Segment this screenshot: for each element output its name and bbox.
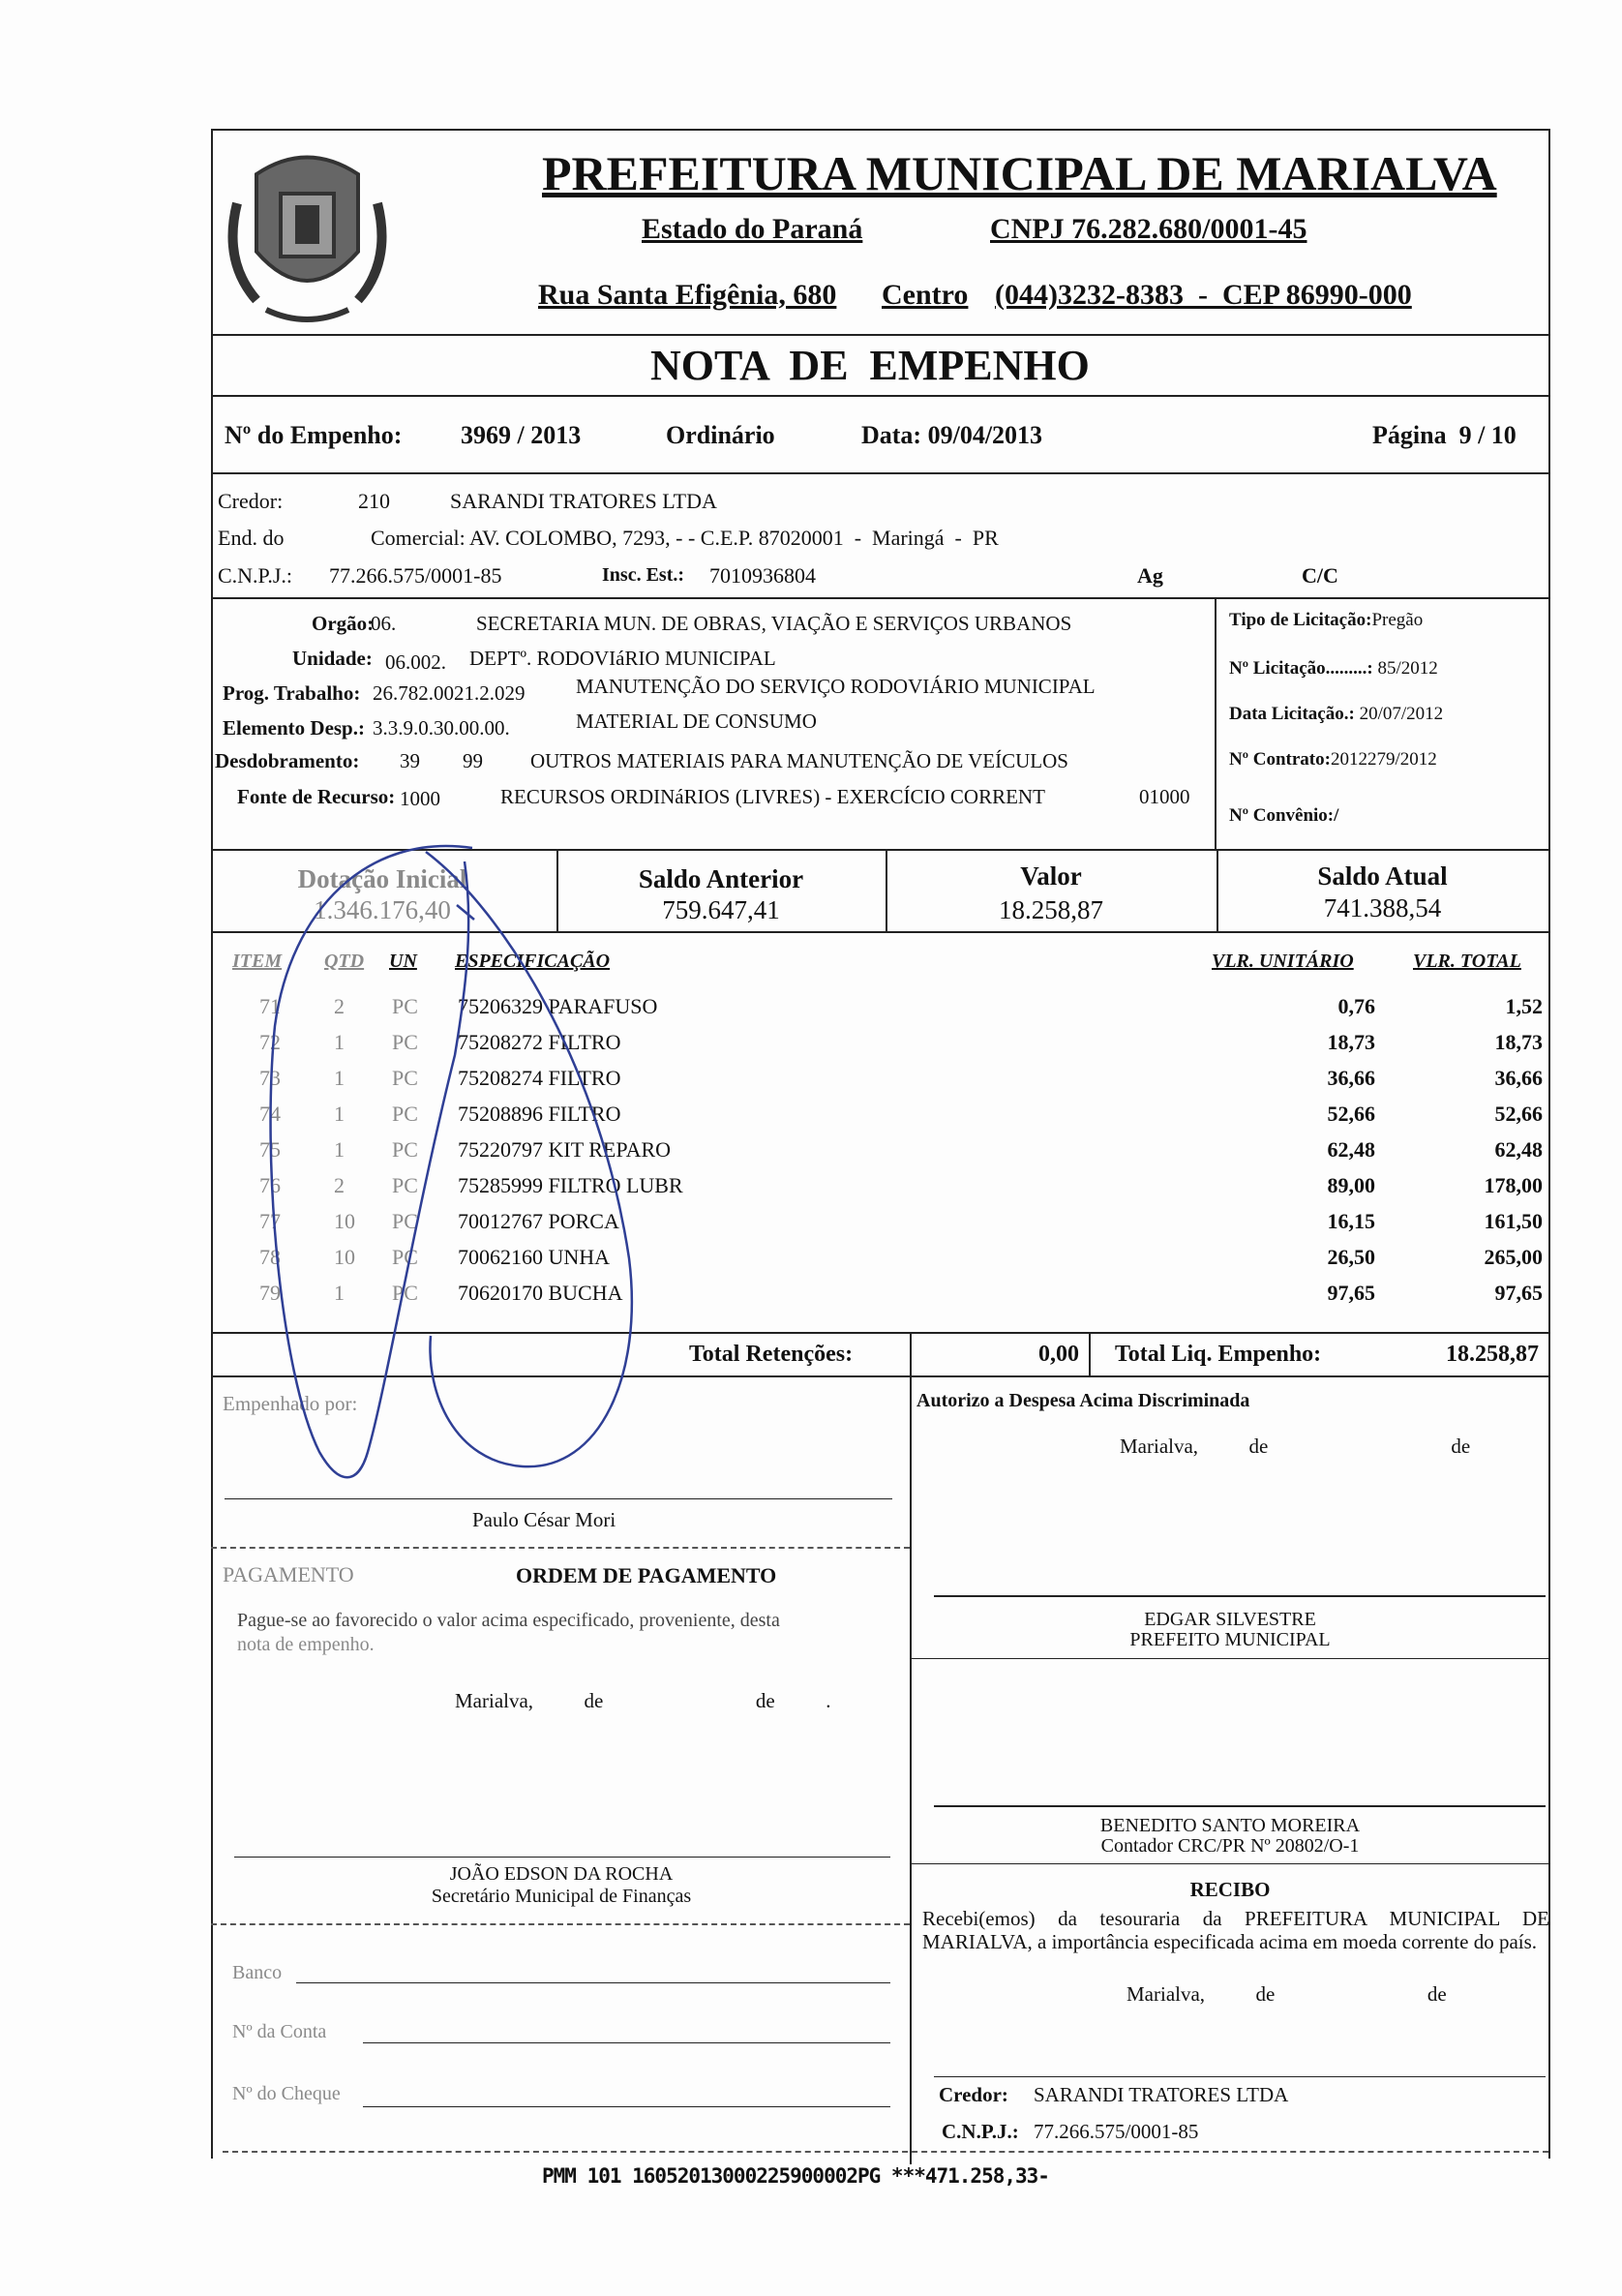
dotacao-inicial-value: 1.346.176,40 — [314, 895, 451, 924]
item-number: 79 — [259, 1281, 281, 1305]
item-unit: PC — [392, 1030, 418, 1054]
recibo-text: Recebi(emos) da tesouraria da PREFEITURA MUNICIPAL DE MARIALVA, a importância especificada acima em moeda corrente do país. — [922, 1907, 1549, 1953]
cheque-label: Nº do Cheque — [232, 2083, 341, 2104]
elemento-label: Elemento Desp.: — [223, 716, 365, 740]
orgao-name: SECRETARIA MUN. DE OBRAS, VIAÇÃO E SERVIÇOS URBANOS — [476, 612, 1072, 635]
item-description: 75208896 FILTRO — [458, 1102, 621, 1126]
credor-insc: 7010936804 — [709, 563, 816, 588]
item-number: 78 — [259, 1245, 281, 1269]
item-number: 73 — [259, 1066, 281, 1090]
credor-name: SARANDI TRATORES LTDA — [450, 489, 717, 513]
unidade-name: DEPTº. RODOVIáRIO MUNICIPAL — [469, 647, 776, 670]
autorizo-label: Autorizo a Despesa Acima Discriminada — [916, 1390, 1250, 1411]
col-header-qtd: QTD — [324, 951, 365, 972]
total-retencoes-label: Total Retenções: — [689, 1342, 854, 1367]
recibo-cnpj-value: 77.266.575/0001-85 — [1034, 2120, 1199, 2143]
item-description: 75220797 KIT REPARO — [458, 1137, 672, 1162]
elemento-code: 3.3.9.0.30.00.00. — [373, 716, 510, 740]
total-liquido-label: Total Liq. Empenho: — [1115, 1342, 1322, 1367]
item-total: 62,48 — [1494, 1137, 1543, 1162]
item-unit: PC — [392, 1281, 418, 1305]
item-qty: 2 — [334, 994, 345, 1018]
item-unit-price: 16,15 — [1327, 1209, 1375, 1233]
state-name: Estado do Paraná — [642, 213, 863, 245]
saldo-anterior-label: Saldo Anterior — [638, 864, 804, 893]
recibo-date-line: Marialva, de de — [1126, 1982, 1447, 2006]
item-total: 161,50 — [1484, 1209, 1543, 1233]
item-qty: 1 — [334, 1102, 345, 1126]
recibo-title: RECIBO — [1189, 1878, 1271, 1901]
item-description: 75208272 FILTRO — [458, 1030, 621, 1054]
empenho-number: 3969 / 2013 — [461, 421, 582, 449]
item-unit-price: 89,00 — [1327, 1173, 1375, 1197]
col-header-especificacao: ESPECIFICAÇÃO — [455, 951, 611, 972]
convenio-numero: Nº Convênio:/ — [1229, 805, 1339, 826]
desdobramento-code-b: 99 — [463, 749, 483, 772]
accountant-name: BENEDITO SANTO MOREIRA — [1099, 1815, 1361, 1836]
credor-code: 210 — [358, 489, 390, 513]
item-qty: 1 — [334, 1137, 345, 1162]
desdobramento-name: OUTROS MATERIAIS PARA MANUTENÇÃO DE VEÍCULOS — [530, 749, 1068, 772]
item-description: 70012767 PORCA — [458, 1209, 619, 1233]
autorizo-date-line: Marialva, de de — [1120, 1435, 1471, 1458]
accountant-role: Contador CRC/PR Nº 20802/O-1 — [1100, 1835, 1360, 1857]
signer-paulo: Paulo César Mori — [472, 1508, 616, 1531]
item-unit-price: 0,76 — [1337, 994, 1375, 1018]
credor-cc: C/C — [1302, 563, 1338, 588]
contrato-numero: Nº Contrato:2012279/2012 — [1229, 749, 1437, 770]
item-total: 97,65 — [1494, 1281, 1543, 1305]
org-address: Rua Santa Efigênia, 680 — [538, 279, 837, 311]
item-description: 75285999 FILTRO LUBR — [458, 1173, 683, 1197]
unidade-label: Unidade: — [292, 647, 373, 670]
item-qty: 10 — [334, 1245, 355, 1269]
pague-text-2: nota de empenho. — [237, 1634, 375, 1655]
recibo-credor-label: Credor: — [939, 2083, 1008, 2106]
ordem-pagamento-title: ORDEM DE PAGAMENTO — [516, 1563, 777, 1587]
item-number: 72 — [259, 1030, 281, 1054]
item-description: 75208274 FILTRO — [458, 1066, 621, 1090]
item-description: 75206329 PARAFUSO — [458, 994, 658, 1018]
desdobramento-code-a: 39 — [400, 749, 420, 772]
saldo-atual-value: 741.388,54 — [1323, 893, 1442, 922]
total-liquido-value: 18.258,87 — [1446, 1342, 1539, 1367]
credor-label: Credor: — [218, 489, 284, 513]
item-unit-price: 26,50 — [1327, 1245, 1375, 1269]
empenho-type: Ordinário — [666, 421, 775, 449]
valor-label: Valor — [1020, 861, 1082, 891]
prog-name: MANUTENÇÃO DO SERVIÇO RODOVIÁRIO MUNICIPAL — [576, 675, 1096, 698]
item-total: 178,00 — [1484, 1173, 1543, 1197]
item-unit: PC — [392, 994, 418, 1018]
total-retencoes-value: 0,00 — [1038, 1342, 1079, 1367]
item-description: 70620170 BUCHA — [458, 1281, 623, 1305]
item-unit: PC — [392, 1173, 418, 1197]
item-number: 77 — [259, 1209, 281, 1233]
recurso-name: RECURSOS ORDINáRIOS (LIVRES) - EXERCÍCIO CORRENT — [500, 785, 1045, 808]
pagamento-label: PAGAMENTO — [223, 1562, 354, 1586]
orgao-label: Orgão: — [312, 612, 375, 635]
credor-address: Comercial: AV. COLOMBO, 7293, - - C.E.P. 87020001 - Maringá - PR — [371, 526, 999, 550]
pague-date-line: Marialva, de de . — [455, 1689, 831, 1712]
credor-ag: Ag — [1137, 563, 1163, 588]
item-total: 52,66 — [1494, 1102, 1543, 1126]
prog-code: 26.782.0021.2.029 — [373, 681, 526, 705]
item-number: 75 — [259, 1137, 281, 1162]
item-qty: 10 — [334, 1209, 355, 1233]
item-unit: PC — [392, 1137, 418, 1162]
credor-cnpj-label: C.N.P.J.: — [218, 563, 293, 588]
item-unit-price: 52,66 — [1327, 1102, 1375, 1126]
org-district: Centro — [882, 279, 969, 311]
credor-address-label: End. do — [218, 526, 285, 550]
org-phone-cep: (044)3232-8383 - CEP 86990-000 — [995, 279, 1412, 311]
col-header-item: ITEM — [232, 951, 283, 972]
col-header-unit-price: VLR. UNITÁRIO — [1212, 951, 1354, 972]
col-header-total: VLR. TOTAL — [1413, 951, 1521, 972]
item-total: 18,73 — [1494, 1030, 1543, 1054]
finance-secretary-role: Secretário Municipal de Finanças — [431, 1886, 692, 1907]
org-title: PREFEITURA MUNICIPAL DE MARIALVA — [542, 146, 1497, 200]
item-unit: PC — [392, 1209, 418, 1233]
banco-label: Banco — [232, 1962, 283, 1983]
item-total: 1,52 — [1505, 994, 1543, 1018]
org-cnpj: CNPJ 76.282.680/0001-45 — [990, 213, 1307, 245]
item-unit-price: 97,65 — [1327, 1281, 1375, 1305]
document-barcode-text: PMM 101 16052013000225900002PG ***471.258,33- — [542, 2164, 1049, 2188]
empenhado-por-label: Empenhado por: — [223, 1392, 358, 1415]
licitacao-tipo: Tipo de Licitação:Pregão — [1229, 610, 1424, 630]
licitacao-numero: Nº Licitação.........: 85/2012 — [1229, 658, 1438, 679]
recibo-cnpj-label: C.N.P.J.: — [942, 2120, 1019, 2143]
empenho-page: Página 9 / 10 — [1372, 421, 1517, 449]
item-qty: 1 — [334, 1066, 345, 1090]
item-qty: 1 — [334, 1030, 345, 1054]
item-number: 74 — [259, 1102, 281, 1126]
empenho-label: Nº do Empenho: — [225, 421, 403, 449]
item-description: 70062160 UNHA — [458, 1245, 611, 1269]
mayor-role: PREFEITO MUNICIPAL — [1129, 1629, 1331, 1650]
orgao-code: 06. — [371, 612, 397, 635]
valor-value: 18.258,87 — [999, 895, 1103, 924]
item-qty: 1 — [334, 1281, 345, 1305]
item-unit-price: 62,48 — [1327, 1137, 1375, 1162]
col-header-un: UN — [389, 951, 417, 972]
recibo-credor-name: SARANDI TRATORES LTDA — [1034, 2083, 1289, 2106]
credor-cnpj: 77.266.575/0001-85 — [329, 563, 502, 588]
pague-text-1: Pague-se ao favorecido o valor acima especificado, proveniente, desta — [237, 1610, 780, 1631]
document-title: NOTA DE EMPENHO — [650, 342, 1090, 389]
item-total: 36,66 — [1494, 1066, 1543, 1090]
desdobramento-label: Desdobramento: — [215, 749, 360, 772]
recurso-code: 1000 — [400, 787, 440, 810]
item-number: 71 — [259, 994, 281, 1018]
item-number: 76 — [259, 1173, 281, 1197]
item-unit-price: 36,66 — [1327, 1066, 1375, 1090]
item-qty: 2 — [334, 1173, 345, 1197]
mayor-name: EDGAR SILVESTRE — [1144, 1609, 1316, 1630]
finance-secretary-name: JOÃO EDSON DA ROCHA — [449, 1863, 674, 1885]
dotacao-inicial-label: Dotação Inicial — [297, 864, 467, 893]
conta-label: Nº da Conta — [232, 2021, 327, 2042]
recurso-label: Fonte de Recurso: — [237, 785, 396, 808]
item-total: 265,00 — [1484, 1245, 1543, 1269]
item-unit: PC — [392, 1102, 418, 1126]
prog-label: Prog. Trabalho: — [223, 681, 361, 705]
saldo-anterior-value: 759.647,41 — [662, 895, 780, 924]
elemento-name: MATERIAL DE CONSUMO — [576, 710, 817, 733]
item-unit: PC — [392, 1245, 418, 1269]
saldo-atual-label: Saldo Atual — [1317, 861, 1448, 891]
item-unit-price: 18,73 — [1327, 1030, 1375, 1054]
empenho-date: Data: 09/04/2013 — [861, 421, 1043, 449]
licitacao-data: Data Licitação.: 20/07/2012 — [1229, 704, 1444, 724]
recurso-number: 01000 — [1139, 785, 1190, 808]
unidade-code: 06.002. — [385, 650, 446, 674]
item-unit: PC — [392, 1066, 418, 1090]
credor-insc-label: Insc. Est.: — [602, 564, 685, 586]
